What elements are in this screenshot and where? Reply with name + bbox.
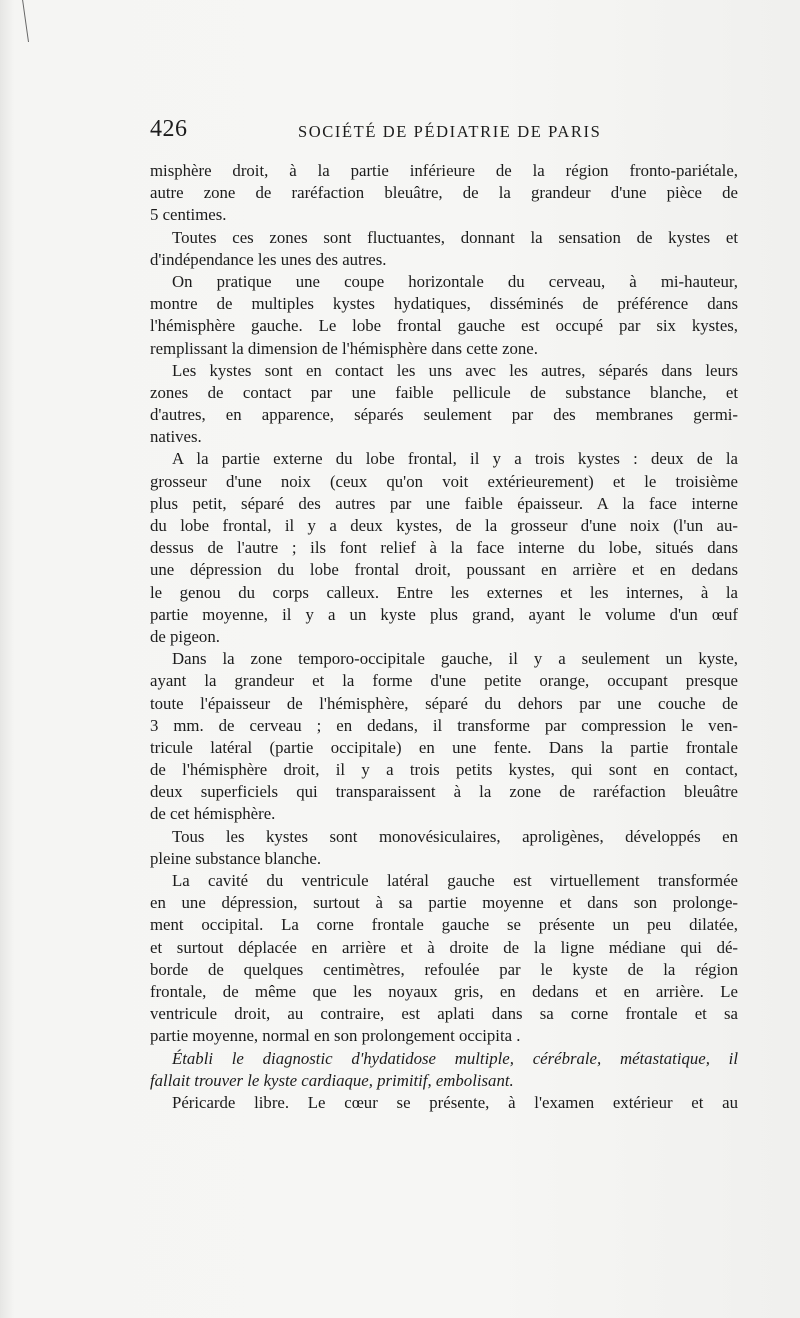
text-line: Toutes ces zones sont fluctuantes, donnant la sensation de kystes et — [172, 227, 738, 247]
text-line: de l'hémisphère droit, il y a trois petits kystes, qui sont en contact, — [150, 760, 738, 780]
text-line: tricule latéral (partie occipitale) en une fente. Dans la partie frontale — [150, 737, 738, 757]
text-line: La cavité du ventricule latéral gauche est virtuellement transformée — [172, 871, 738, 890]
text-line: Les kystes sont en contact les uns avec les autres, séparés dans leurs — [172, 360, 738, 380]
text-line: Péricarde libre. Le cœur se présente, à l'examen extérieur et au — [172, 1092, 738, 1112]
text-line: ment occipital. La corne frontale gauche se présente un peu dilatée, — [150, 915, 738, 935]
text-line: fallait trouver le kyste cardiaque, primitif, embolisant. — [150, 1070, 514, 1090]
text-line: 3 mm. de cerveau ; en dedans, il transforme par compression le ven- — [150, 715, 738, 735]
page-number: 426 — [150, 116, 188, 142]
text-line: zones de contact par une faible pellicule de substance blanche, et — [150, 382, 738, 402]
text-line: d'indépendance les unes des autres. — [150, 249, 387, 269]
text-line: dessus de l'autre ; ils font relief à la face interne du lobe, situés dans — [150, 538, 738, 558]
scan-corner-mark — [0, 0, 29, 42]
text-line: autre zone de raréfaction bleuâtre, de la grandeur d'une pièce de — [150, 183, 738, 203]
running-title: SOCIÉTÉ DE PÉDIATRIE DE PARIS — [298, 122, 602, 141]
text-line: A la partie externe du lobe frontal, il y a trois kystes : deux de la — [172, 449, 738, 469]
text-line: ayant la grandeur et la forme d'une petite orange, occupant presque — [150, 671, 738, 691]
body-text — [150, 160, 738, 1114]
text-line: du lobe frontal, il y a deux kystes, de la grosseur d'une noix (l'un au- — [150, 516, 738, 535]
text-line: Établi le diagnostic d'hydatidose multiple, cérébrale, métastatique, il — [172, 1048, 738, 1068]
text-line: de pigeon. — [150, 626, 220, 646]
text-line: remplissant la dimension de l'hémisphère dans cette zone. — [150, 338, 538, 358]
text-line: deux superficiels qui transparaissent à la zone de raréfaction bleuâtre — [150, 782, 738, 802]
text-line: grosseur d'une noix (ceux qu'on voit extérieurement) et le troisième — [150, 471, 738, 491]
text-line: plus petit, séparé des autres par une faible épaisseur. A la face interne — [150, 493, 738, 513]
text-line: partie moyenne, il y a un kyste plus grand, ayant le volume d'un œuf — [150, 604, 738, 624]
text-line: ventricule droit, au contraire, est aplati dans sa corne frontale et sa — [150, 1004, 738, 1024]
text-line: borde de quelques centimètres, refoulée par le kyste de la région — [150, 959, 738, 979]
text-line: en une dépression, surtout à sa partie moyenne et dans son prolonge- — [150, 893, 738, 913]
text-line: misphère droit, à la partie inférieure de la région fronto-pariétale, — [150, 161, 738, 180]
text-line: natives. — [150, 427, 202, 447]
text-line: On pratique une coupe horizontale du cerveau, à mi-hauteur, — [172, 271, 738, 291]
text-line: Dans la zone temporo-occipitale gauche, il y a seulement un kyste, — [172, 649, 738, 669]
text-line: partie moyenne, normal en son prolongement occipita . — [150, 1026, 521, 1046]
text-line: toute l'épaisseur de l'hémisphère, séparé du dehors par une couche de — [150, 693, 738, 713]
text-line: d'autres, en apparence, séparés seulement par des membranes germi- — [150, 405, 738, 425]
page-header — [150, 116, 740, 148]
text-line: l'hémisphère gauche. Le lobe frontal gauche est occupé par six kystes, — [150, 316, 738, 336]
text-line: et surtout déplacée en arrière et à droite de la ligne médiane qui dé- — [150, 937, 738, 957]
text-line: montre de multiples kystes hydatiques, disséminés de préférence dans — [150, 294, 738, 314]
text-line: pleine substance blanche. — [150, 848, 322, 868]
text-line: 5 centimes. — [150, 205, 227, 225]
text-line: Tous les kystes sont monovésiculaires, aproligènes, développés en — [172, 826, 738, 846]
text-line: le genou du corps calleux. Entre les externes et les internes, à la — [150, 582, 738, 602]
text-line: frontale, de même que les noyaux gris, en dedans et en arrière. Le — [150, 981, 738, 1001]
text-line: une dépression du lobe frontal droit, poussant en arrière et en dedans — [150, 560, 738, 580]
text-line: de cet hémisphère. — [150, 804, 276, 824]
